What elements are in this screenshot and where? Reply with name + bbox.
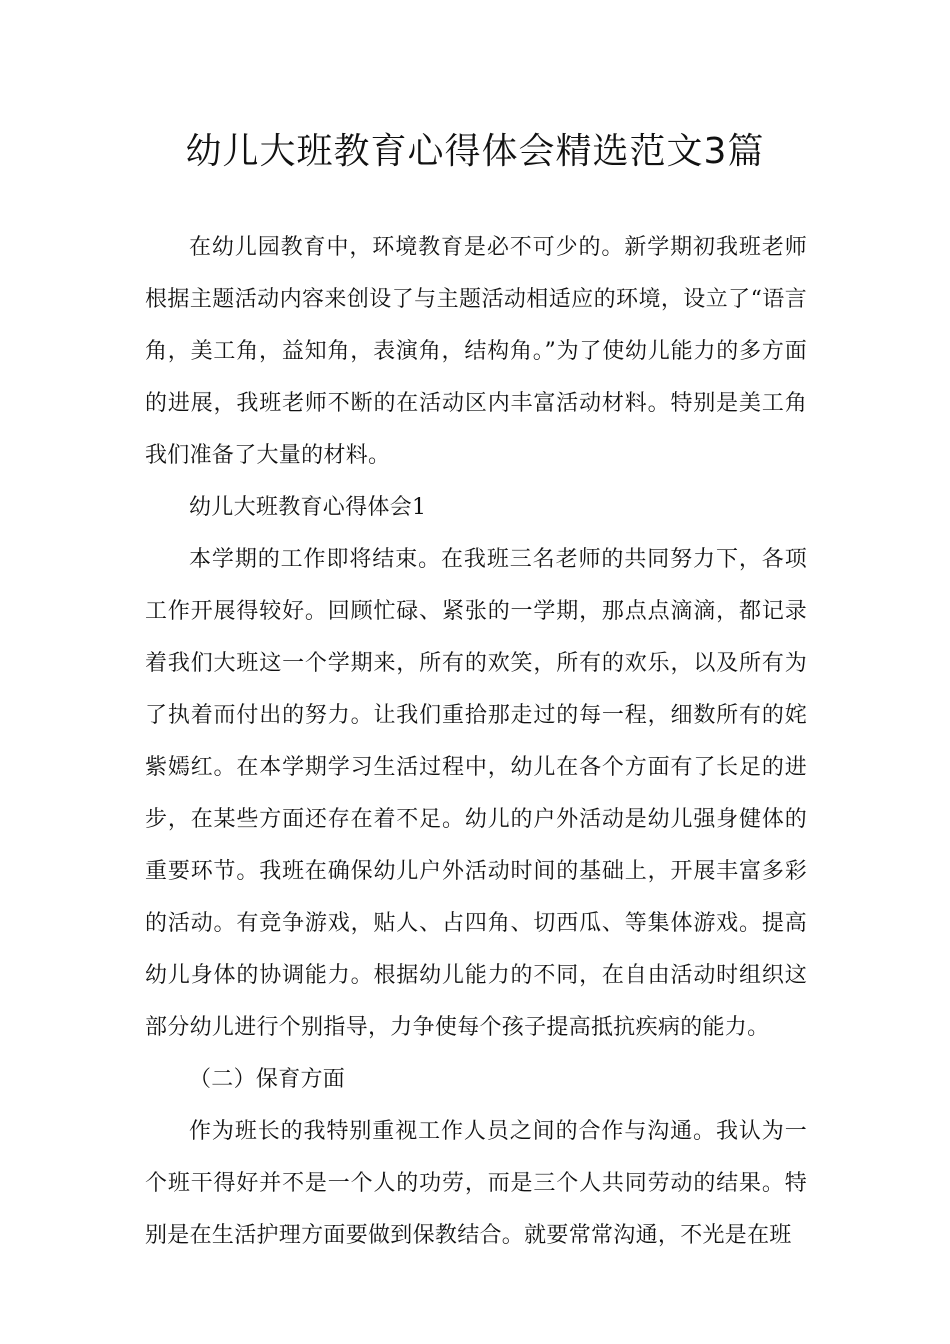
document-body	[145, 222, 807, 1262]
document-title: 幼儿大班教育心得体会精选范文3篇	[185, 131, 765, 172]
paragraph-environment: 在幼儿园教育中，环境教育是必不可少的。新学期初我班老师根据主题活动内容来创设了与主题活动相适应的环境，设立了“语言角，美工角，益知角，表演角，结构角。”为了使幼儿能力的多方面的进展，我班老师不断的在活动区内丰富活动材料。特别是美工角我们准备了大量的材料。	[145, 235, 807, 468]
paragraph-semester-summary: 本学期的工作即将结束。在我班三名老师的共同努力下，各项工作开展得较好。回顾忙碌、紧张的一学期，那点点滴滴，都记录着我们大班这一个学期来，所有的欢笑，所有的欢乐，以及所有为了执着而付出的努力。让我们重拾那走过的每一程，细数所有的姹紫嫣红。在本学期学习生活过程中，幼儿在各个方面有了长足的进步，在某些方面还存在着不足。幼儿的户外活动是幼儿强身健体的重要环节。我班在确保幼儿户外活动时间的基础上，开展丰富多彩的活动。有竞争游戏，贴人、占四角、切西瓜、等集体游戏。提高幼儿身体的协调能力。根据幼儿能力的不同，在自由活动时组织这部分幼儿进行个别指导，力争使每个孩子提高抵抗疾病的能力。	[145, 547, 807, 1040]
section-heading-1: 幼儿大班教育心得体会1	[189, 495, 427, 520]
paragraph-teamwork: 作为班长的我特别重视工作人员之间的合作与沟通。我认为一个班干得好并不是一个人的功劳，而是三个人共同劳动的结果。特别是在生活护理方面要做到保教结合。就要常常沟通，不光是在班	[145, 1119, 807, 1248]
section-heading-childcare: （二）保育方面	[189, 1067, 346, 1092]
